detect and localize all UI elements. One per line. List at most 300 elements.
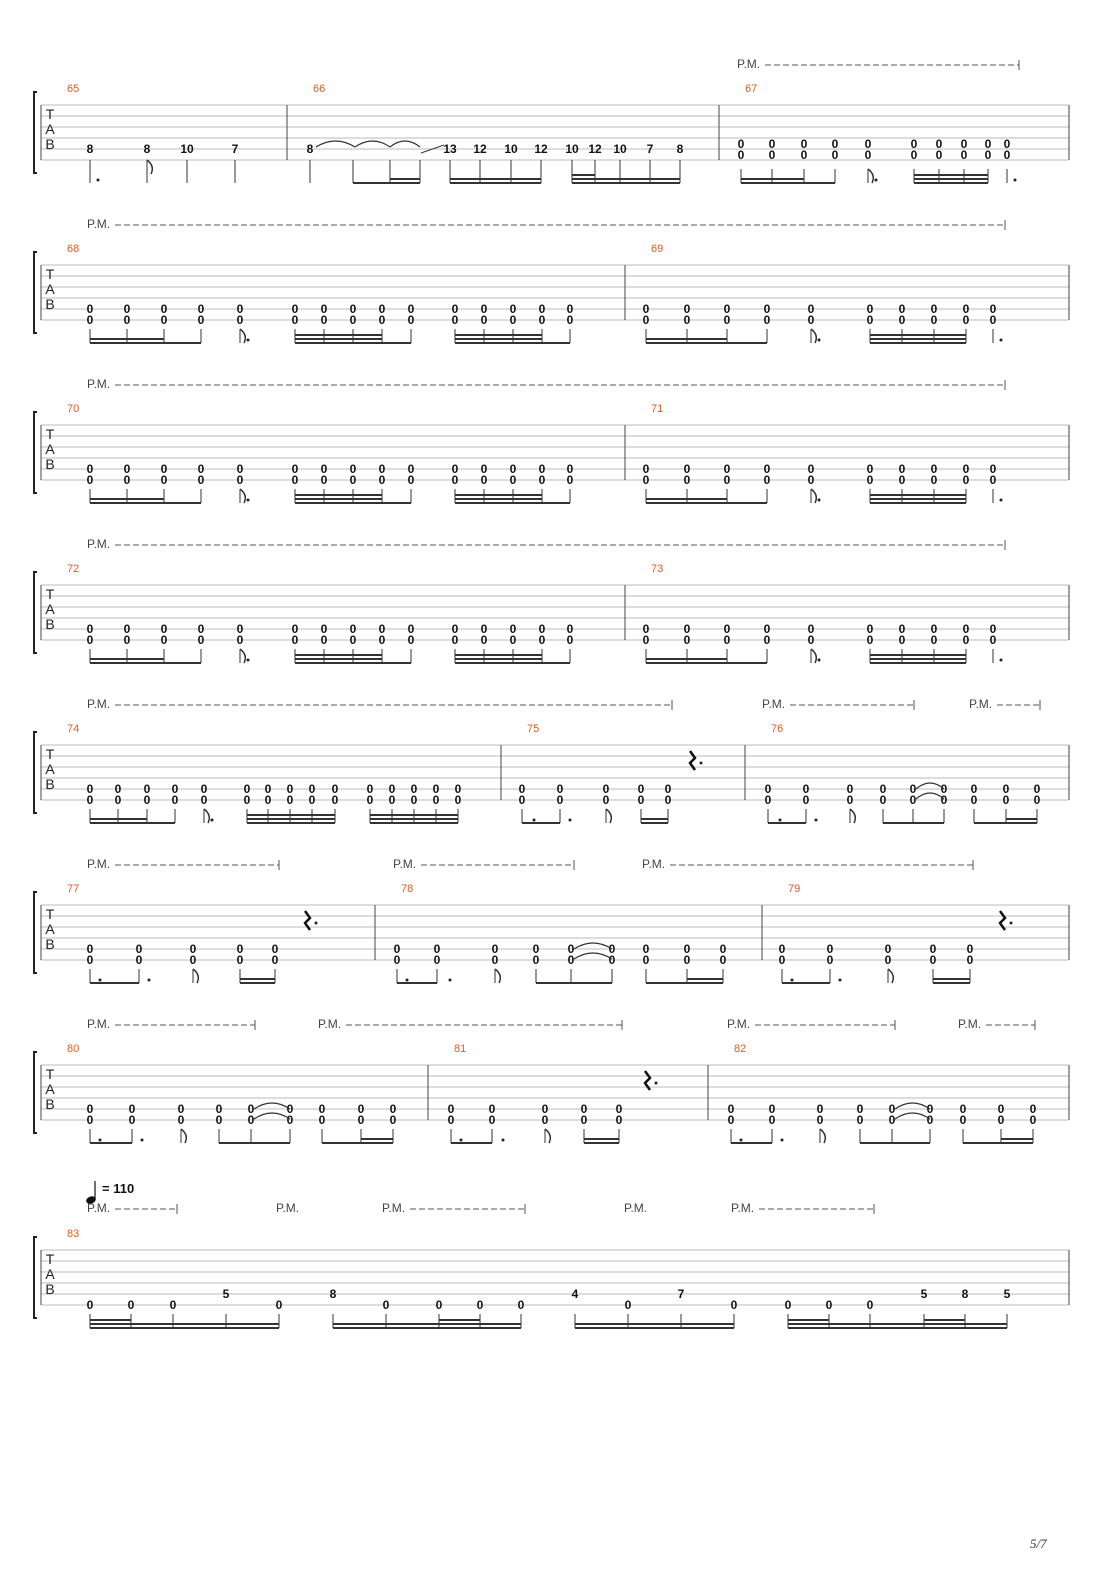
- fret-number: 0: [989, 622, 997, 636]
- bar-number: 75: [527, 723, 540, 735]
- bar-number: 66: [313, 83, 326, 95]
- fret-number: 0: [451, 462, 459, 476]
- fret-number: 0: [197, 462, 205, 476]
- fret-number: 0: [291, 473, 299, 487]
- fret-number: 0: [807, 313, 815, 327]
- fret-number: 0: [488, 1113, 496, 1127]
- bar-number: 81: [454, 1043, 467, 1055]
- fret-number: 0: [615, 1113, 623, 1127]
- tab-clef-letter: T: [45, 426, 55, 442]
- fret-number: 0: [135, 953, 143, 967]
- fret-number: 0: [683, 942, 691, 956]
- fret-number: 0: [243, 793, 251, 807]
- fret-number: 0: [407, 622, 415, 636]
- fret-number: 0: [989, 313, 997, 327]
- fret-number: 0: [286, 793, 294, 807]
- fret-number: 5: [920, 1287, 928, 1301]
- fret-number: 0: [826, 953, 834, 967]
- fret-number: 0: [171, 782, 179, 796]
- tab-clef-letter: A: [45, 1081, 55, 1097]
- fret-number: 0: [86, 782, 94, 796]
- fret-number: 0: [349, 302, 357, 316]
- fret-number: 0: [856, 1113, 864, 1127]
- fret-number: 0: [236, 633, 244, 647]
- fret-number: 0: [160, 473, 168, 487]
- fret-number: 0: [320, 462, 328, 476]
- fret-number: 8: [143, 142, 151, 156]
- fret-number: 0: [960, 137, 968, 151]
- note-flag: [545, 1129, 550, 1143]
- fret-number: 0: [123, 473, 131, 487]
- fret-number: 0: [86, 942, 94, 956]
- fret-number: 0: [123, 302, 131, 316]
- fret-number: 0: [807, 302, 815, 316]
- fret-number: 0: [984, 148, 992, 162]
- fret-number: 0: [763, 633, 771, 647]
- system-bracket: [34, 1237, 37, 1318]
- fret-number: 0: [784, 1298, 792, 1312]
- fret-number: 0: [737, 148, 745, 162]
- fret-number: 0: [929, 942, 937, 956]
- fret-number: 0: [236, 302, 244, 316]
- fret-number: 0: [410, 793, 418, 807]
- tie-arc: [895, 1103, 930, 1109]
- fret-number: 0: [86, 1102, 94, 1116]
- fret-number: 0: [567, 953, 575, 967]
- fret-number: 0: [407, 313, 415, 327]
- note-flag: [811, 489, 816, 503]
- fret-number: 0: [393, 953, 401, 967]
- palm-mute-label: P.M.: [87, 377, 111, 391]
- rhythm-dot: [449, 979, 452, 982]
- tab-clef-letter: A: [45, 121, 55, 137]
- fret-number: 0: [532, 953, 540, 967]
- fret-number: 0: [236, 473, 244, 487]
- tab-clef-letter: T: [45, 906, 55, 922]
- fret-number: 0: [128, 1102, 136, 1116]
- fret-number: 0: [935, 137, 943, 151]
- note-flag: [495, 969, 500, 983]
- fret-number: 0: [382, 1298, 390, 1312]
- fret-number: 0: [86, 622, 94, 636]
- fret-number: 0: [642, 302, 650, 316]
- fret-number: 0: [723, 302, 731, 316]
- fret-number: 0: [1002, 793, 1010, 807]
- system-bracket: [34, 412, 37, 493]
- bar-number: 71: [651, 403, 664, 415]
- palm-mute-label: P.M.: [731, 1201, 755, 1215]
- fret-number: 0: [243, 782, 251, 796]
- fret-number: 0: [410, 782, 418, 796]
- fret-number: 0: [608, 942, 616, 956]
- rhythm-dot: [247, 499, 250, 502]
- fret-number: 0: [909, 793, 917, 807]
- fret-number: 0: [566, 302, 574, 316]
- fret-number: 0: [318, 1102, 326, 1116]
- fret-number: 0: [491, 953, 499, 967]
- fret-number: 0: [114, 782, 122, 796]
- fret-number: 0: [320, 313, 328, 327]
- palm-mute-label: P.M.: [393, 857, 417, 871]
- tab-clef-letter: T: [45, 746, 55, 762]
- bar-number: 68: [67, 243, 80, 255]
- fret-number: 0: [1033, 793, 1041, 807]
- fret-number: 0: [984, 137, 992, 151]
- palm-mute-label: P.M.: [624, 1201, 648, 1215]
- rhythm-dot: [97, 179, 100, 182]
- fret-number: 0: [866, 622, 874, 636]
- fret-number: 0: [566, 462, 574, 476]
- fret-number: 0: [831, 148, 839, 162]
- fret-number: 0: [970, 793, 978, 807]
- fret-number: 10: [180, 142, 194, 156]
- palm-mute-label: P.M.: [276, 1201, 300, 1215]
- rhythm-dot: [839, 979, 842, 982]
- fret-number: 0: [642, 953, 650, 967]
- fret-number: 0: [683, 622, 691, 636]
- fret-number: 0: [160, 302, 168, 316]
- rhythm-dot: [740, 1139, 743, 1142]
- fret-number: 0: [997, 1102, 1005, 1116]
- fret-number: 0: [962, 473, 970, 487]
- rhythm-dot: [141, 1139, 144, 1142]
- fret-number: 0: [879, 782, 887, 796]
- fret-number: 0: [778, 953, 786, 967]
- fret-number: 0: [86, 1298, 94, 1312]
- fret-number: 0: [723, 462, 731, 476]
- fret-number: 0: [518, 793, 526, 807]
- fret-number: 0: [378, 633, 386, 647]
- fret-number: 0: [864, 148, 872, 162]
- tie-arc: [355, 141, 390, 147]
- palm-mute-label: P.M.: [87, 537, 111, 551]
- fret-number: 0: [86, 1113, 94, 1127]
- fret-number: 0: [866, 313, 874, 327]
- fret-number: 0: [433, 942, 441, 956]
- fret-number: 0: [940, 782, 948, 796]
- fret-number: 0: [642, 633, 650, 647]
- tab-clef-letter: A: [45, 601, 55, 617]
- fret-number: 0: [318, 1113, 326, 1127]
- fret-number: 0: [556, 793, 564, 807]
- fret-number: 0: [884, 942, 892, 956]
- fret-number: 0: [388, 782, 396, 796]
- tab-clef-letter: T: [45, 266, 55, 282]
- palm-mute-label: P.M.: [958, 1017, 982, 1031]
- fret-number: 0: [286, 1113, 294, 1127]
- fret-number: 0: [86, 793, 94, 807]
- fret-number: 0: [816, 1113, 824, 1127]
- fret-number: 0: [480, 622, 488, 636]
- fret-number: 0: [664, 782, 672, 796]
- note-flag: [606, 809, 611, 823]
- fret-number: 0: [664, 793, 672, 807]
- fret-number: 0: [929, 953, 937, 967]
- fret-number: 0: [476, 1298, 484, 1312]
- fret-number: 0: [807, 462, 815, 476]
- tab-clef-letter: A: [45, 921, 55, 937]
- fret-number: 0: [538, 313, 546, 327]
- fret-number: 12: [588, 142, 602, 156]
- fret-number: 10: [504, 142, 518, 156]
- rhythm-dot: [502, 1139, 505, 1142]
- rhythm-dot: [99, 1139, 102, 1142]
- palm-mute-label: P.M.: [762, 697, 786, 711]
- fret-number: 0: [768, 148, 776, 162]
- tab-clef-letter: T: [45, 106, 55, 122]
- note-flag: [888, 969, 893, 983]
- fret-number: 0: [491, 942, 499, 956]
- bar-number: 69: [651, 243, 664, 255]
- fret-number: 0: [800, 148, 808, 162]
- fret-number: 0: [393, 942, 401, 956]
- fret-number: 0: [509, 633, 517, 647]
- fret-number: 0: [930, 462, 938, 476]
- palm-mute-label: P.M.: [318, 1017, 342, 1031]
- fret-number: 0: [160, 622, 168, 636]
- fret-number: 0: [909, 782, 917, 796]
- system-bracket: [34, 572, 37, 653]
- fret-number: 0: [286, 782, 294, 796]
- fret-number: 0: [602, 793, 610, 807]
- fret-number: 0: [407, 302, 415, 316]
- fret-number: 0: [723, 633, 731, 647]
- fret-number: 0: [930, 313, 938, 327]
- fret-number: 0: [366, 782, 374, 796]
- fret-number: 0: [291, 313, 299, 327]
- fret-number: 0: [291, 622, 299, 636]
- note-flag: [240, 329, 245, 343]
- fret-number: 0: [123, 622, 131, 636]
- rhythm-dot: [818, 499, 821, 502]
- fret-number: 0: [291, 462, 299, 476]
- fret-number: 0: [291, 633, 299, 647]
- fret-number: 0: [807, 622, 815, 636]
- fret-number: 0: [215, 1113, 223, 1127]
- fret-number: 0: [135, 942, 143, 956]
- fret-number: 0: [538, 302, 546, 316]
- fret-number: 0: [215, 1102, 223, 1116]
- fret-number: 0: [349, 462, 357, 476]
- fret-number: 0: [451, 633, 459, 647]
- tab-clef-letter: T: [45, 1251, 55, 1267]
- tempo-marking: = 110: [102, 1181, 135, 1196]
- fret-number: 0: [331, 782, 339, 796]
- fret-number: 0: [378, 462, 386, 476]
- fret-number: 0: [447, 1113, 455, 1127]
- rhythm-dot: [655, 1082, 658, 1085]
- fret-number: 0: [642, 942, 650, 956]
- palm-mute-label: P.M.: [87, 857, 111, 871]
- fret-number: 0: [960, 148, 968, 162]
- fret-number: 0: [926, 1102, 934, 1116]
- fret-number: 0: [86, 633, 94, 647]
- fret-number: 0: [160, 462, 168, 476]
- tie-arc: [316, 141, 355, 147]
- fret-number: 0: [357, 1102, 365, 1116]
- fret-number: 0: [389, 1102, 397, 1116]
- fret-number: 0: [538, 633, 546, 647]
- fret-number: 0: [642, 622, 650, 636]
- fret-number: 0: [989, 473, 997, 487]
- fret-number: 0: [236, 462, 244, 476]
- fret-number: 0: [541, 1113, 549, 1127]
- palm-mute-label: P.M.: [87, 1201, 111, 1215]
- fret-number: 0: [763, 313, 771, 327]
- fret-number: 0: [366, 793, 374, 807]
- fret-number: 0: [1002, 782, 1010, 796]
- fret-number: 0: [236, 942, 244, 956]
- fret-number: 0: [888, 1113, 896, 1127]
- bar-number: 77: [67, 883, 80, 895]
- fret-number: 0: [888, 1102, 896, 1116]
- fret-number: 0: [114, 793, 122, 807]
- tie-arc: [254, 1103, 290, 1109]
- rhythm-dot: [315, 922, 318, 925]
- fret-number: 0: [719, 942, 727, 956]
- fret-number: 0: [160, 633, 168, 647]
- fret-number: 0: [541, 1102, 549, 1116]
- fret-number: 0: [846, 793, 854, 807]
- tie-arc: [895, 1113, 930, 1119]
- fret-number: 0: [509, 462, 517, 476]
- system-bracket: [34, 892, 37, 973]
- fret-number: 0: [454, 782, 462, 796]
- fret-number: 0: [989, 302, 997, 316]
- rhythm-dot: [99, 979, 102, 982]
- fret-number: 0: [389, 1113, 397, 1127]
- fret-number: 0: [169, 1298, 177, 1312]
- fret-number: 0: [737, 137, 745, 151]
- fret-number: 0: [989, 633, 997, 647]
- fret-number: 0: [435, 1298, 443, 1312]
- fret-number: 0: [518, 782, 526, 796]
- fret-number: 0: [286, 1102, 294, 1116]
- fret-number: 0: [143, 793, 151, 807]
- bar-number: 76: [771, 723, 784, 735]
- tab-clef-letter: A: [45, 441, 55, 457]
- fret-number: 0: [197, 633, 205, 647]
- fret-number: 0: [378, 473, 386, 487]
- fret-number: 0: [763, 302, 771, 316]
- rhythm-dot: [781, 1139, 784, 1142]
- fret-number: 0: [509, 302, 517, 316]
- fret-number: 0: [879, 793, 887, 807]
- fret-number: 8: [676, 142, 684, 156]
- tab-clef-letter: A: [45, 281, 55, 297]
- fret-number: 0: [567, 942, 575, 956]
- fret-number: 0: [357, 1113, 365, 1127]
- fret-number: 0: [236, 622, 244, 636]
- rhythm-dot: [247, 339, 250, 342]
- fret-number: 0: [480, 462, 488, 476]
- fret-number: 0: [825, 1298, 833, 1312]
- fret-number: 0: [898, 302, 906, 316]
- fret-number: 0: [683, 462, 691, 476]
- fret-number: 0: [763, 462, 771, 476]
- fret-number: 0: [1029, 1102, 1037, 1116]
- fret-number: 0: [778, 942, 786, 956]
- fret-number: 0: [727, 1113, 735, 1127]
- fret-number: 0: [291, 302, 299, 316]
- palm-mute-label: P.M.: [87, 697, 111, 711]
- palm-mute-label: P.M.: [737, 57, 761, 71]
- fret-number: 0: [86, 473, 94, 487]
- fret-number: 0: [331, 793, 339, 807]
- fret-number: 0: [275, 1298, 283, 1312]
- fret-number: 0: [989, 462, 997, 476]
- fret-number: 0: [1029, 1113, 1037, 1127]
- tie-arc: [574, 943, 612, 949]
- tab-clef-letter: B: [45, 136, 55, 152]
- fret-number: 0: [264, 782, 272, 796]
- palm-mute-label: P.M.: [87, 217, 111, 231]
- note-flag: [811, 649, 816, 663]
- fret-number: 0: [432, 782, 440, 796]
- fret-number: 0: [200, 782, 208, 796]
- fret-number: 0: [683, 313, 691, 327]
- rhythm-dot: [815, 819, 818, 822]
- fret-number: 0: [637, 793, 645, 807]
- fret-number: 0: [123, 462, 131, 476]
- fret-number: 0: [556, 782, 564, 796]
- fret-number: 0: [177, 1113, 185, 1127]
- fret-number: 0: [683, 633, 691, 647]
- note-flag: [181, 1129, 186, 1143]
- fret-number: 0: [538, 462, 546, 476]
- fret-number: 10: [613, 142, 627, 156]
- fret-number: 0: [719, 953, 727, 967]
- rhythm-dot: [1014, 179, 1017, 182]
- fret-number: 0: [566, 633, 574, 647]
- fret-number: 0: [509, 473, 517, 487]
- fret-number: 0: [86, 462, 94, 476]
- system-bracket: [34, 732, 37, 813]
- tab-clef-letter: B: [45, 776, 55, 792]
- rhythm-dot: [148, 979, 151, 982]
- fret-number: 5: [1003, 1287, 1011, 1301]
- fret-number: 0: [866, 462, 874, 476]
- fret-number: 0: [171, 793, 179, 807]
- fret-number: 0: [962, 633, 970, 647]
- fret-number: 0: [826, 942, 834, 956]
- rhythm-dot: [818, 339, 821, 342]
- tie-arc: [254, 1113, 290, 1119]
- fret-number: 8: [306, 142, 314, 156]
- rhythm-dot: [791, 979, 794, 982]
- rhythm-dot: [211, 819, 214, 822]
- rhythm-dot: [1010, 922, 1013, 925]
- fret-number: 0: [128, 1113, 136, 1127]
- fret-number: 7: [646, 142, 654, 156]
- fret-number: 0: [247, 1113, 255, 1127]
- palm-mute-label: P.M.: [382, 1201, 406, 1215]
- fret-number: 10: [565, 142, 579, 156]
- bar-number: 82: [734, 1043, 747, 1055]
- note-flag: [850, 809, 855, 823]
- rhythm-dot: [406, 979, 409, 982]
- tab-clef-letter: B: [45, 296, 55, 312]
- palm-mute-label: P.M.: [642, 857, 666, 871]
- fret-number: 0: [432, 793, 440, 807]
- fret-number: 0: [608, 953, 616, 967]
- fret-number: 0: [959, 1102, 967, 1116]
- fret-number: 0: [532, 942, 540, 956]
- fret-number: 0: [730, 1298, 738, 1312]
- fret-number: 0: [637, 782, 645, 796]
- fret-number: 0: [349, 633, 357, 647]
- fret-number: 0: [517, 1298, 525, 1312]
